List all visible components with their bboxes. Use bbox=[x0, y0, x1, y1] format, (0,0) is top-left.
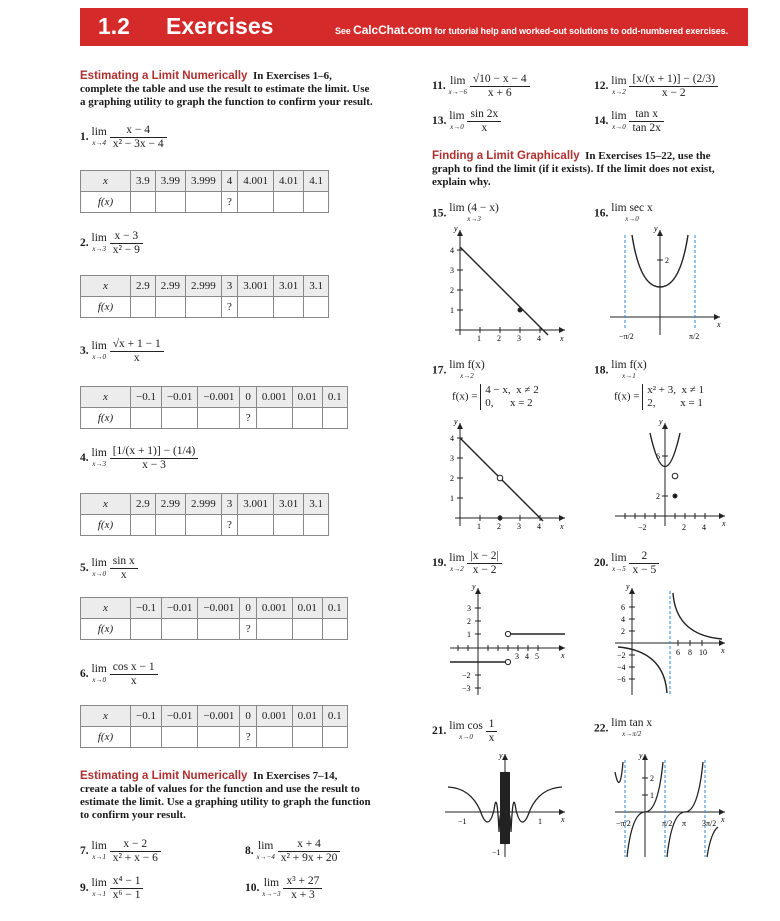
problem-20: 20. lim x→5 $\frac{2}{x - 5}$ bbox=[594, 550, 659, 577]
problem-21: 21. lim cos x→0 $\frac{1}{x}$ bbox=[432, 718, 497, 745]
svg-text:4: 4 bbox=[450, 246, 454, 255]
svg-text:x: x bbox=[560, 522, 564, 531]
svg-text:4: 4 bbox=[525, 652, 529, 661]
svg-text:4: 4 bbox=[450, 434, 454, 443]
svg-text:3: 3 bbox=[515, 652, 519, 661]
svg-text:−4: −4 bbox=[617, 663, 626, 672]
problem-2: 2. lim x→3 $\frac{x - 3}{\text{x² − 9}}$ bbox=[80, 230, 143, 257]
svg-text:6: 6 bbox=[621, 603, 625, 612]
svg-text:4: 4 bbox=[702, 523, 706, 532]
svg-text:π/2: π/2 bbox=[662, 819, 673, 828]
graph-19 bbox=[440, 583, 570, 703]
problem-3: 3. lim x→0 $\frac{√x + 1 - 1}{x}$ bbox=[80, 338, 164, 365]
problem-17: 17. lim f(x) x→2 bbox=[432, 359, 485, 380]
svg-text:−2: −2 bbox=[617, 651, 626, 660]
svg-text:2: 2 bbox=[650, 774, 654, 783]
svg-text:−3: −3 bbox=[462, 684, 471, 693]
svg-text:6: 6 bbox=[656, 452, 660, 461]
problem-13: 13. lim x→0 $\frac{\sin 2x}{x}$ bbox=[432, 108, 501, 135]
svg-text:1: 1 bbox=[477, 522, 481, 531]
svg-text:−π/2: −π/2 bbox=[616, 819, 631, 828]
graph-18 bbox=[610, 418, 730, 538]
svg-text:y: y bbox=[454, 225, 458, 233]
value-table-4: x 2.9 2.99 2.999 3 3.001 3.01 3.1 f(x) ? bbox=[80, 493, 329, 536]
svg-text:2: 2 bbox=[497, 522, 501, 531]
svg-text:x: x bbox=[561, 815, 565, 824]
svg-text:−π/2: −π/2 bbox=[619, 332, 634, 341]
value-table-1: x 3.9 3.99 3.999 4 4.001 4.01 4.1 f(x) ? bbox=[80, 170, 329, 213]
svg-text:6: 6 bbox=[676, 648, 680, 657]
svg-text:−2: −2 bbox=[638, 523, 647, 532]
problem-11: 11. lim x→−6 $\frac{√10 - x - 4}{x + 6}$ bbox=[432, 73, 530, 100]
problem-10: 10. lim x→−3 $\frac{\text{x³ + 27}}{x + 3}$ bbox=[245, 875, 322, 902]
svg-text:3: 3 bbox=[467, 604, 471, 613]
svg-text:x: x bbox=[717, 320, 721, 329]
section-title: Exercises bbox=[166, 13, 274, 39]
problem-12: 12. lim x→2 $\frac{[x/(x + 1)] - (2/3)}{x - 2}$ bbox=[594, 73, 718, 100]
problem-9: 9. lim x→1 $\frac{\text{x⁴ − 1}}{\text{x⁶ − 1}}$ bbox=[80, 875, 143, 902]
svg-text:y: y bbox=[626, 583, 630, 591]
instructions-1: Estimating a Limit Numerically In Exercises 1–6, complete the table and use the result to estimate the limit. Use a graphing utility to graph the function to confirm your result. bbox=[80, 70, 373, 108]
graph-16 bbox=[605, 225, 725, 345]
svg-text:4: 4 bbox=[537, 522, 541, 531]
svg-text:1: 1 bbox=[538, 817, 542, 826]
svg-text:3π/2: 3π/2 bbox=[702, 819, 717, 828]
svg-text:π/2: π/2 bbox=[689, 332, 700, 341]
svg-text:2: 2 bbox=[450, 286, 454, 295]
svg-text:y: y bbox=[639, 752, 643, 760]
problem-8: 8. lim x→−4 $\frac{x + 4}{\text{x² + 9x + 20}}$ bbox=[245, 838, 340, 865]
svg-text:4: 4 bbox=[621, 615, 625, 624]
problem-5: 5. lim x→0 $\frac{\text{sin x}}{x}$ bbox=[80, 555, 138, 582]
svg-text:1: 1 bbox=[650, 791, 654, 800]
svg-text:2: 2 bbox=[450, 474, 454, 483]
problem-14: 14. lim x→0 $\frac{\text{tan x}}{\tan 2x}$ bbox=[594, 108, 664, 135]
svg-text:2: 2 bbox=[682, 523, 686, 532]
svg-text:4: 4 bbox=[537, 334, 541, 343]
problem-7: 7. lim x→1 $\frac{x - 2}{\text{x² + x − 6}}$ bbox=[80, 838, 161, 865]
svg-text:2: 2 bbox=[621, 627, 625, 636]
graph-15 bbox=[440, 225, 570, 345]
piecewise-17: f(x) = 4 − x, x ≠ 2 0, x = 2 bbox=[452, 384, 539, 409]
svg-text:1: 1 bbox=[477, 334, 481, 343]
value-table-2: x 2.9 2.99 2.999 3 3.001 3.01 3.1 f(x) ? bbox=[80, 275, 329, 318]
svg-text:3: 3 bbox=[517, 522, 521, 531]
svg-text:2: 2 bbox=[467, 617, 471, 626]
instructions-3: Estimating a Limit Numerically In Exercises 7–14, create a table of values for the function and use the result to estimate the limit. Use a graphing utility to graph the function to confirm your result. bbox=[80, 770, 371, 821]
problem-18: 18. lim f(x) x→1 bbox=[594, 359, 647, 380]
svg-text:−1: −1 bbox=[458, 817, 467, 826]
svg-text:8: 8 bbox=[688, 648, 692, 657]
svg-text:3: 3 bbox=[450, 454, 454, 463]
svg-text:−2: −2 bbox=[462, 671, 471, 680]
svg-text:−1: −1 bbox=[492, 848, 501, 857]
graph-17 bbox=[440, 418, 570, 538]
svg-text:y: y bbox=[472, 583, 476, 591]
calcchat-link[interactable]: CalcChat.com bbox=[353, 23, 432, 37]
svg-text:2: 2 bbox=[665, 256, 669, 265]
graph-21 bbox=[440, 752, 570, 862]
problem-6: 6. lim x→0 $\frac{\text{cos x − 1}}{x}$ bbox=[80, 661, 158, 688]
header-note: See CalcChat.com for tutorial help and worked-out solutions to odd-numbered exercises. bbox=[335, 23, 728, 37]
svg-text:2: 2 bbox=[497, 334, 501, 343]
svg-text:2: 2 bbox=[656, 492, 660, 501]
section-header bbox=[80, 8, 748, 46]
svg-text:3: 3 bbox=[517, 334, 521, 343]
problem-4: 4. lim x→3 $\frac{[1/(x + 1)] - (1/4)}{x - 3}$ bbox=[80, 445, 198, 472]
svg-text:5: 5 bbox=[535, 652, 539, 661]
svg-text:1: 1 bbox=[450, 306, 454, 315]
value-table-6: x −0.1 −0.01 −0.001 0 0.001 0.01 0.1 f(x) ? bbox=[80, 705, 348, 748]
svg-text:x: x bbox=[722, 519, 726, 528]
problem-16: 16. lim sec x x→0 bbox=[594, 202, 653, 223]
problem-15: 15. lim (4 − x) x→3 bbox=[432, 202, 499, 223]
section-number: 1.2 bbox=[98, 13, 130, 39]
problem-1: 1. lim x→4 $\frac{x - 4}{\text{x² − 3x − 4}}$ bbox=[80, 124, 167, 151]
svg-text:y: y bbox=[654, 225, 658, 233]
svg-text:x: x bbox=[561, 651, 565, 660]
value-table-5: x −0.1 −0.01 −0.001 0 0.001 0.01 0.1 f(x) ? bbox=[80, 597, 348, 640]
svg-text:x: x bbox=[560, 334, 564, 343]
problem-19: 19. lim x→2 $\frac{|x - 2|}{x - 2}$ bbox=[432, 550, 502, 577]
svg-text:x: x bbox=[721, 815, 725, 824]
graph-20 bbox=[610, 583, 730, 703]
svg-text:y: y bbox=[499, 752, 503, 760]
svg-text:10: 10 bbox=[699, 648, 707, 657]
instructions-2: Finding a Limit Graphically In Exercises 15–22, use the graph to find the limit (if it exists). If the limit does not exist, explain why. bbox=[432, 150, 715, 188]
svg-text:y: y bbox=[659, 418, 663, 426]
svg-text:y: y bbox=[454, 418, 458, 426]
svg-text:x: x bbox=[721, 646, 725, 655]
svg-text:1: 1 bbox=[450, 494, 454, 503]
svg-text:−6: −6 bbox=[617, 675, 626, 684]
value-table-3: x −0.1 −0.01 −0.001 0 0.001 0.01 0.1 f(x) ? bbox=[80, 386, 348, 429]
graph-22 bbox=[610, 752, 730, 862]
problem-22: 22. lim tan x x→π/2 bbox=[594, 717, 653, 738]
svg-text:π: π bbox=[682, 819, 687, 828]
svg-text:1: 1 bbox=[467, 630, 471, 639]
piecewise-18: f(x) = x² + 3, x ≠ 1 2, x = 1 bbox=[614, 384, 705, 409]
svg-text:3: 3 bbox=[450, 266, 454, 275]
